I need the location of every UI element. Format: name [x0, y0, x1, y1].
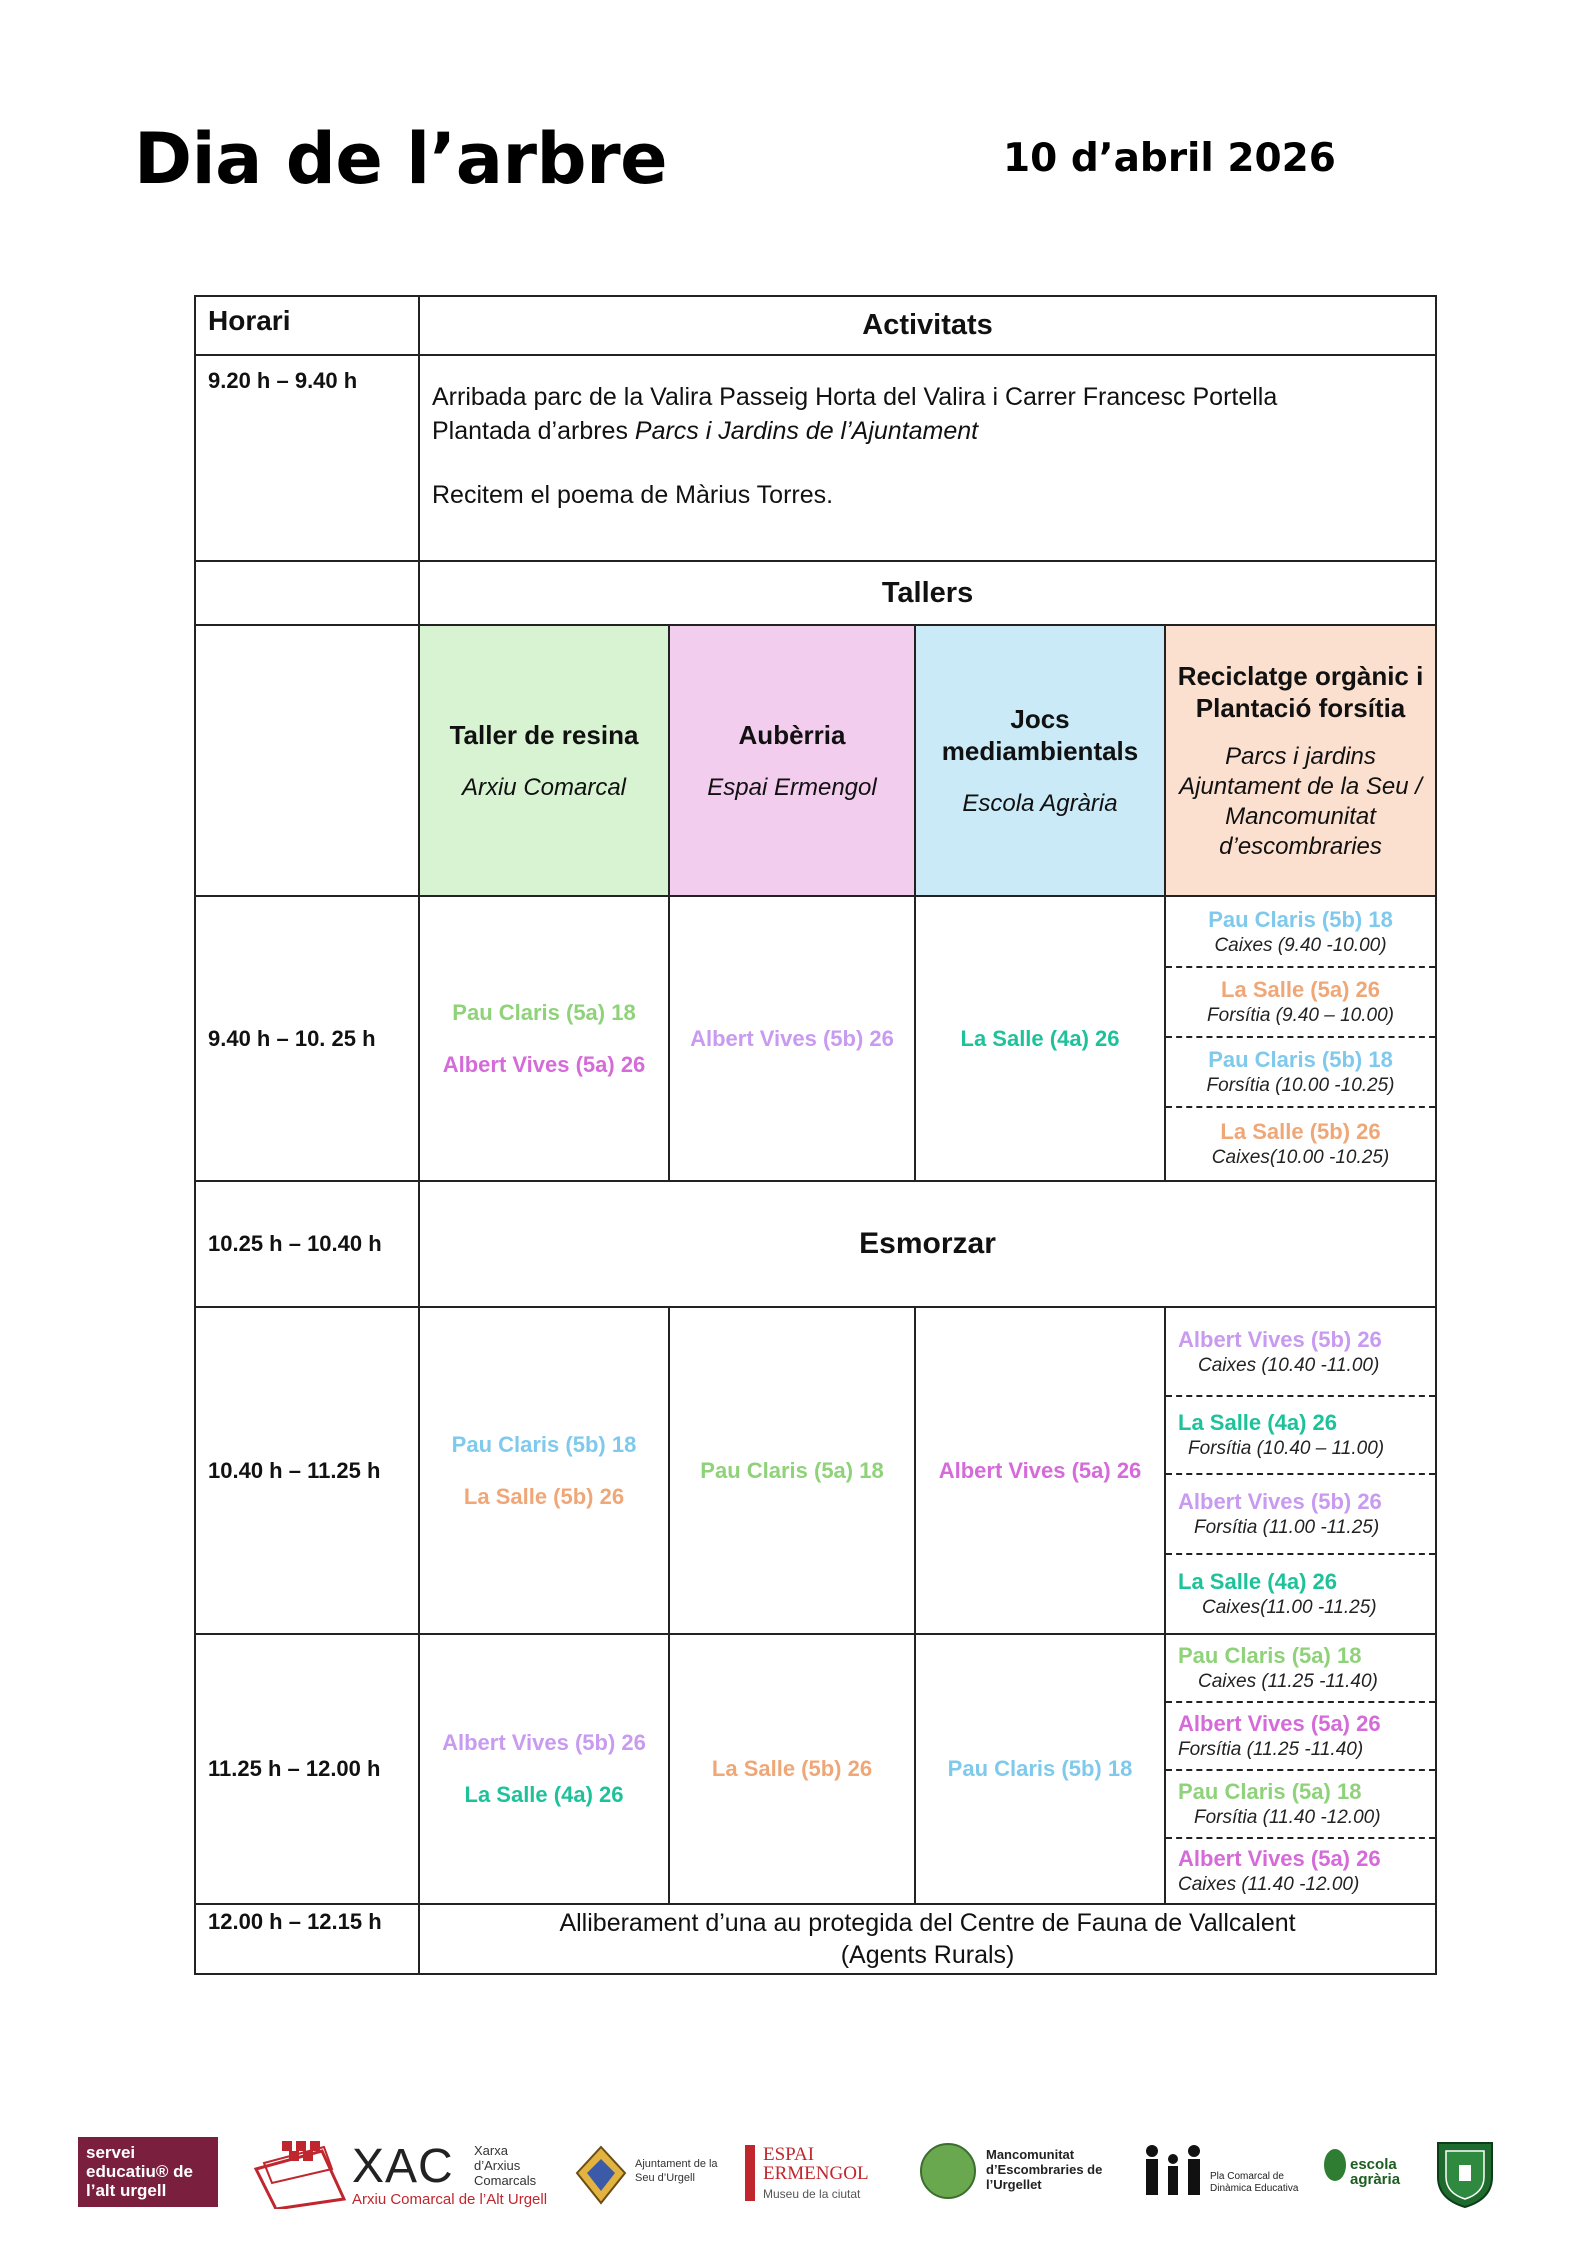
reciclatge-subslot: La Salle (5b) 26 Caixes(10.00 -10.25): [1166, 1106, 1435, 1180]
slot-row-3: [195, 1634, 1436, 1904]
closing-time: 12.00 h – 12.15 h: [195, 1904, 419, 1974]
xac-folder-icon: [252, 2139, 348, 2209]
workshop-jocs: Jocs mediambientals Escola Agrària: [915, 625, 1165, 896]
arrival-description: [419, 355, 1436, 561]
slot-time: 10.40 h – 11.25 h: [195, 1307, 419, 1634]
reciclatge-subslot: Pau Claris (5a) 18 Caixes (11.25 -11.40): [1178, 1643, 1378, 1692]
event-date: 10 d’abril 2026: [1003, 136, 1336, 181]
page-title: Dia de l’arbre: [134, 118, 668, 200]
pla-comarcal-logo: Pla Comarcal de Dinàmica Educativa: [1140, 2143, 1310, 2205]
activitats-header: Activitats: [419, 296, 1436, 355]
mountain-icon: [920, 2143, 976, 2199]
servei-educatiu-logo: servei educatiu® de l’alt urgell: [78, 2137, 218, 2207]
break-time: 10.25 h – 10.40 h: [195, 1181, 419, 1307]
reciclatge-subslot: Pau Claris (5b) 18 Forsítia (10.00 -10.25): [1166, 1036, 1435, 1106]
slot-reciclatge: [1165, 1307, 1436, 1634]
reciclatge-subslot: La Salle (5a) 26 Forsítia (9.40 – 10.00): [1166, 966, 1435, 1036]
break-label: Esmorzar: [419, 1181, 1436, 1307]
closing-row: [195, 1904, 1436, 1974]
arrival-line: Arribada parc de la Valira Passeig Horta del Valira i Carrer Francesc Portella Plantada d’arbres Parcs i Jardins de l’Ajuntament: [432, 383, 1278, 445]
empty-cell: [195, 625, 419, 896]
slot-reciclatge: [1165, 896, 1436, 1181]
xac-logo: XAC Xarxa d’Arxius Comarcals Arxiu Comarcal de l’Alt Urgell: [252, 2139, 552, 2209]
tallers-heading: Tallers: [419, 561, 1436, 625]
mancomunitat-logo: Mancomunitat d’Escombraries de l’Urgellet: [920, 2141, 1110, 2207]
workshop-reciclatge: Reciclatge orgànic i Plantació forsítia Parcs i jardins Ajuntament de la Seu / Mancomunitat d’escombraries: [1165, 625, 1436, 896]
tallers-row: [195, 561, 1436, 625]
escola-agraria-logo: escola agrària: [1320, 2145, 1400, 2205]
reciclatge-subslot: Albert Vives (5a) 26 Forsítia (11.25 -11.40): [1166, 1701, 1435, 1769]
workshop-auberria: Aubèrria Espai Ermengol: [669, 625, 915, 896]
empty-cell: [195, 561, 419, 625]
slot-time: 11.25 h – 12.00 h: [195, 1634, 419, 1904]
arrival-row: [195, 355, 1436, 561]
reciclatge-subslot: La Salle (4a) 26 Forsítia (10.40 – 11.00): [1166, 1395, 1435, 1473]
slot-row-1: [195, 896, 1436, 1181]
slot-resina: Pau Claris (5a) 18 Albert Vives (5a) 26: [419, 896, 669, 1181]
sponsor-logos: [0, 2135, 1587, 2215]
shield-icon: [1432, 2137, 1498, 2209]
espai-ermengol-logo: ESPAI ERMENGOL Museu de la ciutat: [745, 2141, 885, 2207]
reciclatge-subslot: La Salle (4a) 26 Caixes(11.00 -11.25): [1166, 1553, 1435, 1633]
slot-jocs: La Salle (4a) 26: [915, 896, 1165, 1181]
slot-time: 9.40 h – 10. 25 h: [195, 896, 419, 1181]
reciclatge-subslot: Pau Claris (5b) 18 Caixes (9.40 -10.00): [1208, 906, 1393, 956]
leaf-icon: [1320, 2145, 1350, 2185]
family-icon: [1140, 2143, 1206, 2197]
ajuntament-logo: Ajuntament de la Seu d’Urgell: [575, 2145, 725, 2205]
slot-row-2: [195, 1307, 1436, 1634]
slot-jocs: Albert Vives (5a) 26: [915, 1307, 1165, 1634]
break-row: [195, 1181, 1436, 1307]
slot-jocs: Pau Claris (5b) 18: [915, 1634, 1165, 1904]
reciclatge-subslot: Albert Vives (5a) 26 Caixes (11.40 -12.00): [1166, 1837, 1435, 1903]
workshop-resina: Taller de resina Arxiu Comarcal: [419, 625, 669, 896]
schedule-table: [194, 295, 1437, 1975]
slot-resina: Pau Claris (5b) 18 La Salle (5b) 26: [419, 1307, 669, 1634]
reciclatge-subslot: Albert Vives (5b) 26 Caixes (10.40 -11.00): [1178, 1326, 1382, 1376]
closing-activity: Alliberament d’una au protegida del Centre de Fauna de Vallcalent (Agents Rurals): [419, 1904, 1436, 1974]
slot-auberria: La Salle (5b) 26: [669, 1634, 915, 1904]
workshops-row: [195, 625, 1436, 896]
horari-header: Horari: [195, 296, 419, 355]
reciclatge-subslot: Pau Claris (5a) 18 Forsítia (11.40 -12.00): [1166, 1769, 1435, 1837]
poem-line: Recitem el poema de Màrius Torres.: [432, 481, 834, 509]
slot-resina: Albert Vives (5b) 26 La Salle (4a) 26: [419, 1634, 669, 1904]
agents-rurals-shield-logo: [1432, 2137, 1498, 2209]
slot-reciclatge: [1165, 1634, 1436, 1904]
reciclatge-subslot: Albert Vives (5b) 26 Forsítia (11.00 -11.25): [1166, 1473, 1435, 1553]
slot-auberria: Albert Vives (5b) 26: [669, 896, 915, 1181]
arrival-time: 9.20 h – 9.40 h: [195, 355, 419, 561]
header-row: [195, 296, 1436, 355]
coat-of-arms-icon: [575, 2145, 627, 2205]
slot-auberria: Pau Claris (5a) 18: [669, 1307, 915, 1634]
